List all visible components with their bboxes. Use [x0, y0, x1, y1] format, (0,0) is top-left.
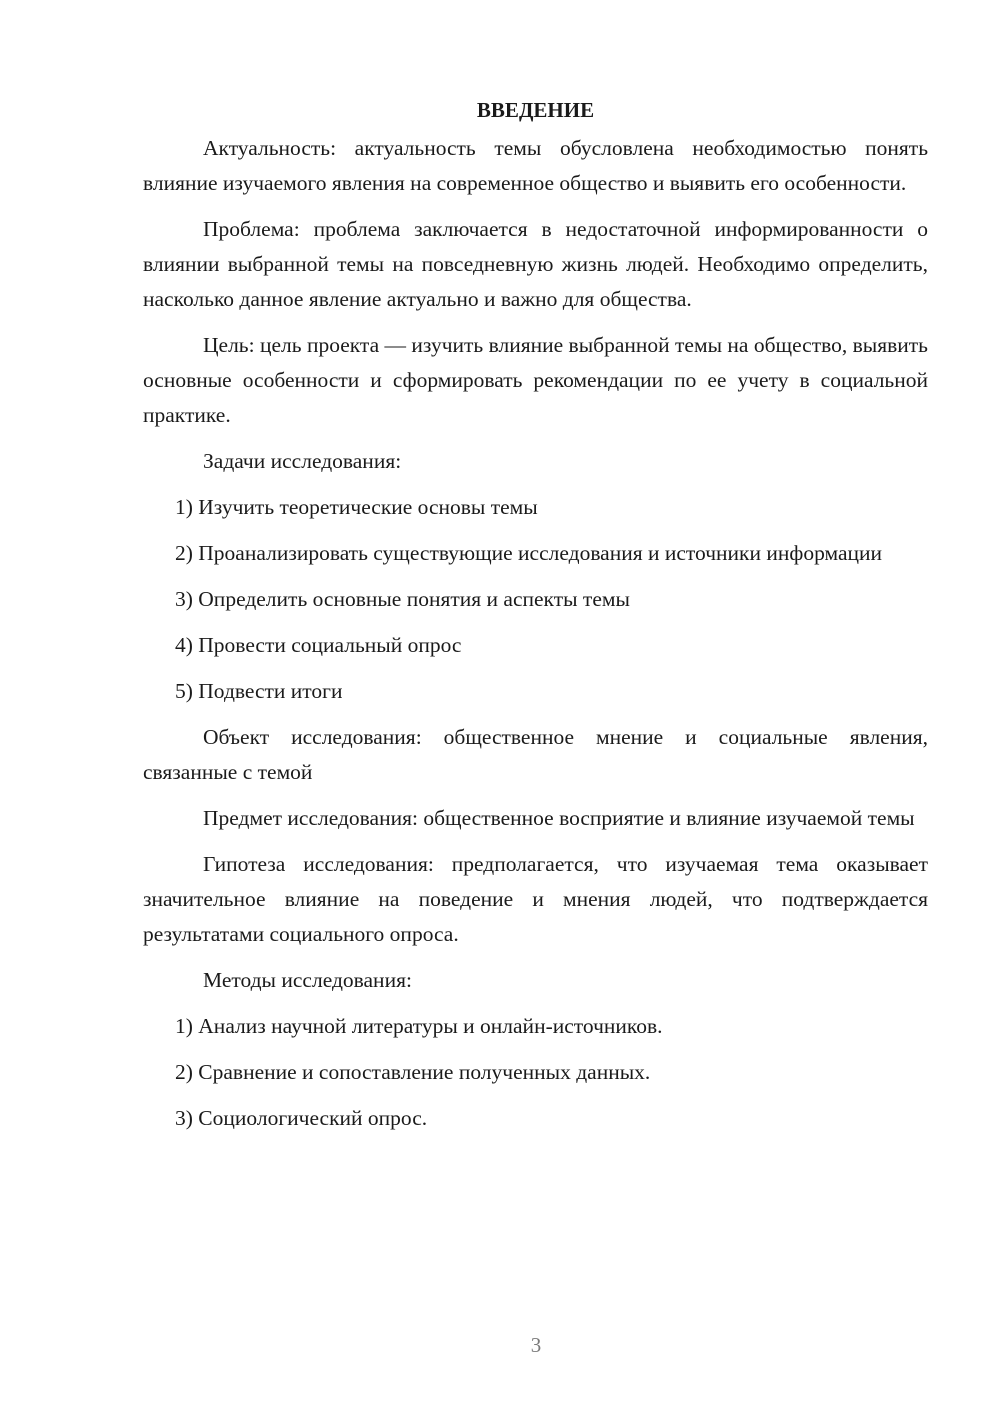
paragraph-hypothesis: Гипотеза исследования: предполагается, что изучаемая тема оказывает значительное влияние на поведение и мнения людей, что подтверждается результатами социального опроса. — [143, 852, 928, 946]
paragraph-goal: Цель: цель проекта — изучить влияние выбранной темы на общество, выявить основные особенности и сформировать рекомендации по ее учету в социальной практике. — [143, 333, 928, 427]
list-item-task-5: 5) Подвести итоги — [175, 679, 343, 703]
list-item-method-3: 3) Социологический опрос. — [175, 1106, 428, 1130]
paragraph-object: Объект исследования: общественное мнение и социальные явления, связанные с темой — [143, 725, 928, 784]
paragraph-problem: Проблема: проблема заключается в недостаточной информированности о влиянии выбранной темы на повседневную жизнь людей. Необходимо определить, насколько данное явление актуально и важно для общества. — [143, 217, 928, 311]
list-item-task-4: 4) Провести социальный опрос — [175, 633, 462, 657]
paragraph-relevance: Актуальность: актуальность темы обусловлена необходимостью понять влияние изучаемого явления на современное общество и выявить его особенности. — [143, 136, 928, 195]
list-item-task-1: 1) Изучить теоретические основы темы — [175, 495, 538, 519]
page-number: 3 — [530, 1333, 542, 1357]
list-item-task-3: 3) Определить основные понятия и аспекты темы — [175, 587, 630, 611]
paragraph-tasks-heading: Задачи исследования: — [203, 449, 402, 473]
page-content — [143, 92, 928, 1147]
section-heading: ВВЕДЕНИЕ — [476, 98, 595, 122]
paragraph-subject: Предмет исследования: общественное восприятие и влияние изучаемой темы — [203, 806, 915, 830]
list-item-method-1: 1) Анализ научной литературы и онлайн-источников. — [175, 1014, 663, 1038]
paragraph-methods-heading: Методы исследования: — [203, 968, 412, 992]
list-item-method-2: 2) Сравнение и сопоставление полученных данных. — [175, 1060, 651, 1084]
list-item-task-2: 2) Проанализировать существующие исследования и источники информации — [175, 541, 883, 565]
